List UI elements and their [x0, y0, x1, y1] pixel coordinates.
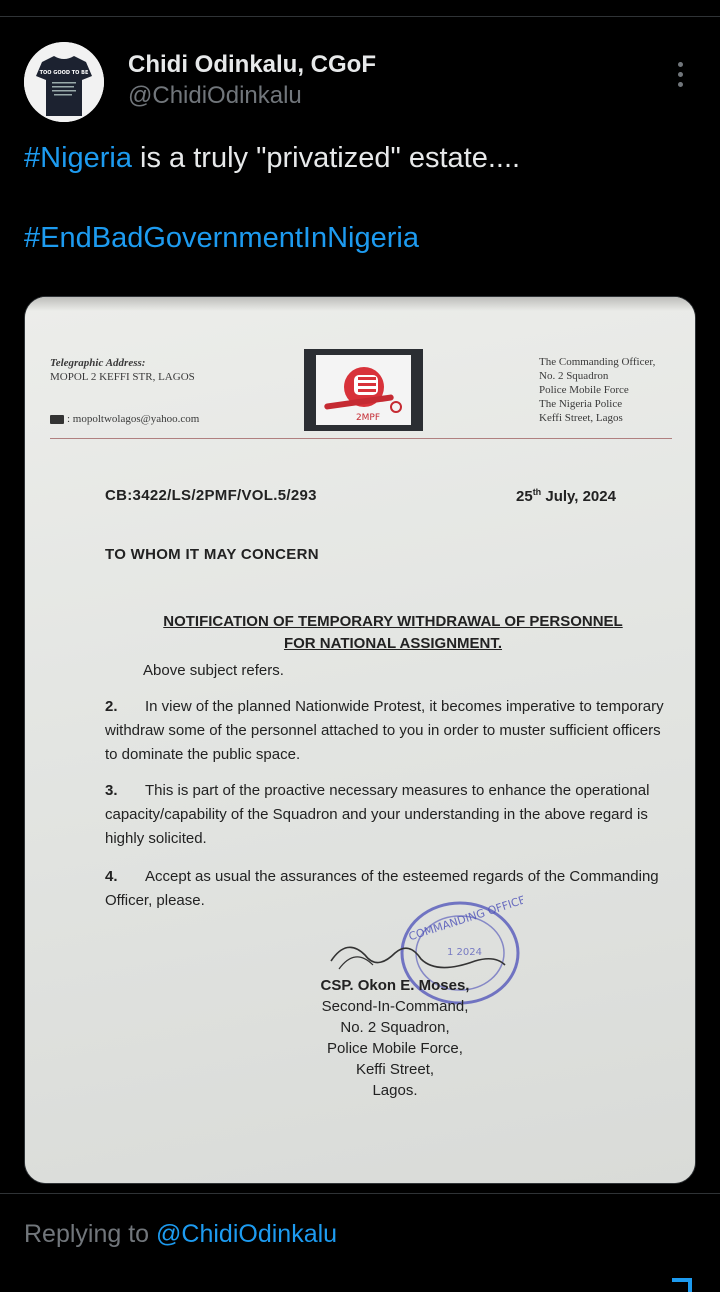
signatory-line: Second-In-Command, — [321, 998, 469, 1015]
paragraph-1: Above subject refers. — [143, 662, 284, 679]
letter-date — [516, 487, 616, 505]
paragraph-2-number: 2. — [105, 698, 118, 715]
tweet-line-spacer — [24, 178, 694, 218]
signatory-line: Keffi Street, — [355, 1061, 435, 1078]
telegraphic-label: Telegraphic Address: — [50, 357, 146, 369]
address-line: Police Mobile Force — [539, 384, 629, 396]
paragraph-2 — [105, 695, 671, 767]
date-rest: July, 2024 — [541, 488, 616, 505]
replying-to — [24, 1220, 337, 1249]
more-options-button[interactable] — [664, 56, 696, 92]
paragraph-3 — [105, 779, 671, 851]
signatory-line: Police Mobile Force, — [327, 1040, 463, 1057]
signatory-name: CSP. Okon E. Moses, — [320, 977, 470, 994]
address-line: The Nigeria Police — [539, 398, 623, 410]
more-dot — [678, 72, 683, 77]
attached-photo[interactable] — [24, 296, 696, 1184]
avatar-shirt-text: TOO GOOD TO BE — [39, 70, 89, 76]
letter-reference: CB:3422/LS/2PMF/VOL.5/293 — [105, 487, 317, 504]
author-avatar[interactable] — [24, 42, 104, 122]
more-dot — [678, 82, 683, 87]
hashtag-nigeria-link[interactable]: #Nigeria — [24, 142, 132, 174]
hashtag-endbadgovernment-link[interactable]: #EndBadGovernmentInNigeria — [24, 222, 419, 254]
more-vertical-icon — [678, 62, 683, 67]
address-line: No. 2 Squadron — [539, 370, 609, 382]
paragraph-3-text: This is part of the proactive necessary measures to enhance the operational capacity/capability of the Squadron and your understanding in the above regard is highly solicited. — [105, 782, 650, 847]
paragraph-4-text: Accept as usual the assurances of the esteemed regards of the Commanding Officer, please. — [105, 868, 659, 909]
letter-subject — [123, 611, 663, 655]
partial-icon — [672, 1278, 692, 1292]
address-line: The Commanding Officer, — [539, 356, 656, 368]
replying-to-mention-link[interactable]: @ChidiOdinkalu — [156, 1220, 338, 1248]
tweet-line-2 — [24, 218, 694, 258]
tweet-text — [24, 138, 694, 258]
replying-to-prefix: Replying to — [24, 1220, 157, 1248]
fist-baton-icon — [316, 355, 411, 425]
avatar-tshirt-image — [24, 42, 104, 122]
paragraph-3-number: 3. — [105, 782, 118, 799]
signatory-line: No. 2 Squadron, — [340, 1019, 450, 1036]
stamp-text: COMMANDING OFFICER — [407, 895, 523, 944]
subject-line-1: NOTIFICATION OF TEMPORARY WITHDRAWAL OF PERSONNEL — [163, 613, 623, 630]
address-line: Keffi Street, Lagos — [539, 412, 623, 424]
tweet-line-1 — [24, 138, 694, 178]
logo-text: 2MPF — [355, 413, 381, 423]
author-handle[interactable]: @ChidiOdinkalu — [128, 82, 302, 109]
bottom-divider — [0, 1193, 720, 1194]
envelope-icon — [50, 415, 64, 424]
author-display-name[interactable]: Chidi Odinkalu, CGoF — [128, 51, 376, 78]
top-divider — [0, 16, 720, 17]
signatory-line: Lagos. — [372, 1082, 418, 1099]
signature-block — [305, 975, 485, 1101]
letter-email-text: : mopoltwolagos@yahoo.com — [67, 413, 200, 425]
paragraph-2-text: In view of the planned Nationwide Protest, it becomes imperative to temporary withdraw some of the personnel attached to you in order to muster sufficient officers to dominate the public space. — [105, 698, 664, 763]
letterhead-rule — [50, 438, 672, 439]
paragraph-4-number: 4. — [105, 868, 118, 885]
telegraphic-address: MOPOL 2 KEFFI STR, LAGOS — [50, 371, 195, 383]
squadron-logo — [304, 349, 423, 431]
letter-address-block — [539, 355, 655, 425]
letter-document — [25, 297, 695, 1183]
logo-panel — [316, 355, 411, 425]
stamp-date: 1 2024 — [447, 947, 482, 958]
tweet-line-1-text: is a truly "privatized" estate.... — [132, 142, 521, 174]
letter-email — [50, 413, 199, 425]
subject-line-2: FOR NATIONAL ASSIGNMENT. — [283, 635, 503, 652]
date-suffix: th — [532, 487, 542, 497]
date-day: 25 — [516, 488, 533, 505]
letter-salutation: TO WHOM IT MAY CONCERN — [105, 546, 319, 563]
paper-shadow — [25, 297, 695, 311]
